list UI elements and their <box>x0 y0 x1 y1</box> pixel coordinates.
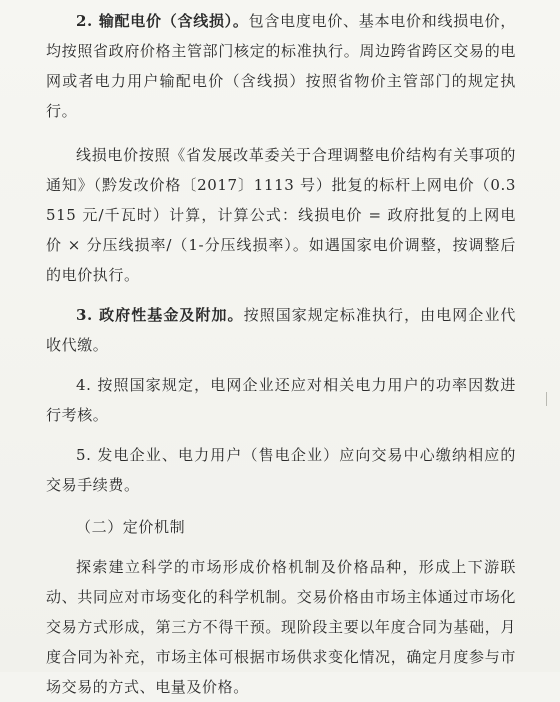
body-government-funds: 按照国家规定标准执行，由电网企业代收代缴。 <box>46 306 516 354</box>
heading-transmission-price: 2. 输配电价（含线损）。 <box>76 12 249 30</box>
body-transmission-price: 包含电度电价、基本电价和线损电价，均按照省政府价格主管部门核定的标准执行。周边跨省跨区交易的电网或者电力用户输配电价（含线损）按照省物价主管部门的规定执行。 <box>46 12 516 120</box>
paragraph-trading-fee <box>46 440 516 500</box>
body-power-factor: 4. 按照国家规定，电网企业还应对相关电力用户的功率因数进行考核。 <box>46 376 516 424</box>
paragraph-power-factor <box>46 370 516 430</box>
paragraph-transmission-price <box>46 6 516 126</box>
body-pricing-mechanism: 探索建立科学的市场形成价格机制及价格品种，形成上下游联动、共同应对市场变化的科学机制。交易价格由市场主体通过市场化交易方式形成，第三方不得干预。现阶段主要以年度合同为基础，月度合同为补充，市场主体可根据市场供求变化情况，确定月度参与市场交易的方式、电量及价格。 <box>46 558 516 696</box>
paragraph-line-loss <box>46 140 516 290</box>
paragraph-pricing-mechanism <box>46 552 516 702</box>
section-heading-pricing-mechanism: （二）定价机制 <box>76 518 186 536</box>
heading-government-funds: 3. 政府性基金及附加。 <box>76 306 244 324</box>
body-line-loss: 线损电价按照《省发展改革委关于合理调整电价结构有关事项的通知》（黔发改价格〔2017〕1113 号）批复的标杆上网电价（0.3515 元/千瓦时）计算，计算公式：线损电价 = 政府批复的上网电价 × 分压线损率/（1-分压线损率）。如遇国家电价调整，按调整后的电价执行。 <box>46 146 516 284</box>
margin-mark <box>546 392 550 406</box>
body-trading-fee: 5. 发电企业、电力用户（售电企业）应向交易中心缴纳相应的交易手续费。 <box>46 446 516 494</box>
paragraph-government-funds <box>46 300 516 360</box>
